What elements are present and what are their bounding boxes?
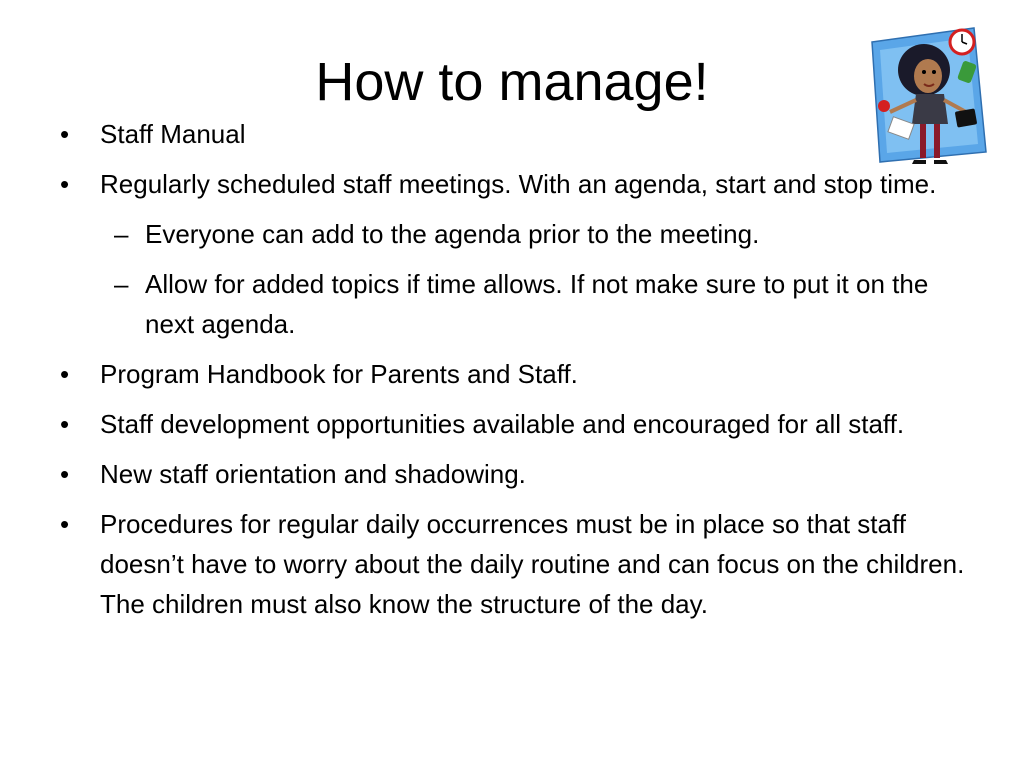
- bullet-text: Staff development opportunities available and encouraged for all staff.: [100, 409, 905, 439]
- bullet-item: [56, 164, 976, 204]
- bullet-text: Program Handbook for Parents and Staff.: [100, 359, 578, 389]
- bullet-item: [56, 114, 976, 154]
- bullet-marker: •: [60, 119, 70, 149]
- bullet-text: Staff Manual: [100, 119, 246, 149]
- bullet-marker: •: [60, 509, 70, 539]
- bullet-text: New staff orientation and shadowing.: [100, 459, 526, 489]
- sub-bullet-item: [56, 214, 976, 254]
- bullet-marker: •: [60, 169, 70, 199]
- sub-bullet-text: Allow for added topics if time allows. If not make sure to put it on the next agenda.: [145, 269, 929, 339]
- slide-title: How to manage!: [315, 52, 709, 112]
- bullet-list: [56, 114, 976, 634]
- bullet-item: [56, 504, 976, 624]
- bullet-marker: •: [60, 459, 70, 489]
- bullet-item: [56, 454, 976, 494]
- bullet-marker: •: [60, 359, 70, 389]
- bullet-marker: •: [60, 409, 70, 439]
- sub-bullet-item: [56, 264, 976, 344]
- bullet-item: [56, 354, 976, 394]
- bullet-text: Regularly scheduled staff meetings. With an agenda, start and stop time.: [100, 169, 937, 199]
- bullet-text: Procedures for regular daily occurrences must be in place so that staff doesn’t have to worry about the daily routine and can focus on the children. The children must also know the structure of the day.: [100, 509, 965, 619]
- bullet-item: [56, 404, 976, 444]
- sub-bullet-text: Everyone can add to the agenda prior to the meeting.: [145, 219, 760, 249]
- sub-bullet-marker: –: [114, 269, 129, 299]
- sub-bullet-marker: –: [114, 219, 129, 249]
